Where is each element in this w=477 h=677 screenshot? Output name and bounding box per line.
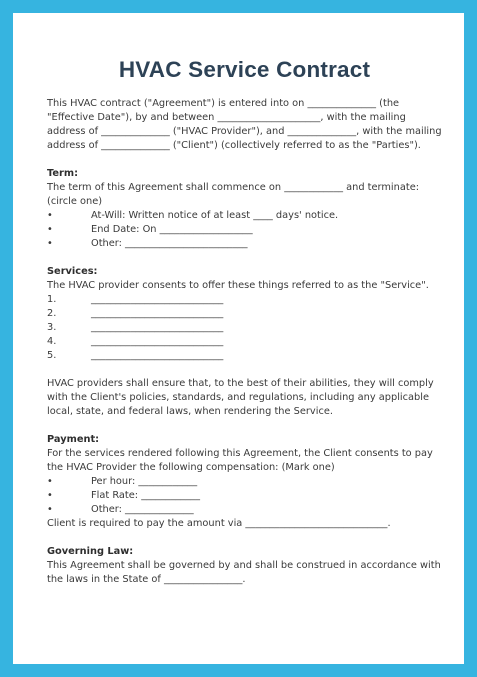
list-item: [47, 475, 446, 489]
list-item: [47, 349, 446, 363]
compliance-paragraph: HVAC providers shall ensure that, to the best of their abilities, they will comply with the Client's policies, standards, and regulations, including any applicable local, state, and federal laws, when rendering the Service.: [47, 378, 434, 417]
number-marker: 1.: [47, 294, 57, 305]
list-item: [47, 335, 446, 349]
list-item: [47, 237, 446, 251]
list-item: [47, 321, 446, 335]
governing-law-heading: Governing Law:: [47, 546, 134, 557]
list-item-text: ___________________________: [91, 308, 224, 319]
payment-text: For the services rendered following this Agreement, the Client consents to pay the HVAC Provider the following compensation: (Mark one): [47, 448, 433, 473]
bullet-marker: •: [47, 476, 53, 487]
bullet-marker: •: [47, 210, 53, 221]
payment-method-text: Client is required to pay the amount via _____________________________.: [47, 518, 391, 529]
list-item-text: ___________________________: [91, 322, 224, 333]
bullet-marker: •: [47, 490, 53, 501]
payment-heading: Payment:: [47, 434, 100, 445]
list-item-text: ___________________________: [91, 336, 224, 347]
term-options-list: [47, 209, 446, 251]
term-text: The term of this Agreement shall commence on ____________ and terminate: (circle one): [47, 182, 420, 207]
number-marker: 4.: [47, 336, 57, 347]
list-item: [47, 293, 446, 307]
contract-page: [13, 13, 464, 664]
list-item-text: Other: _________________________: [91, 238, 248, 249]
list-item: [47, 503, 446, 517]
number-marker: 3.: [47, 322, 57, 333]
list-item-text: Flat Rate: ____________: [91, 490, 200, 501]
list-item-text: Other: ______________: [91, 504, 194, 515]
services-list: [47, 293, 446, 363]
list-item-text: ___________________________: [91, 294, 224, 305]
list-item-text: ___________________________: [91, 350, 224, 361]
bullet-marker: •: [47, 224, 53, 235]
list-item: [47, 489, 446, 503]
list-item: [47, 307, 446, 321]
list-item: [47, 209, 446, 223]
payment-options-list: [47, 475, 446, 517]
bullet-marker: •: [47, 504, 53, 515]
bullet-marker: •: [47, 238, 53, 249]
list-item-text: End Date: On ___________________: [91, 224, 253, 235]
intro-paragraph: This HVAC contract ("Agreement") is entered into on ______________ (the "Effective Date"), by and between _____________________, with the mailing address of ______________ ("HVAC Provider"), and ______________, with the mailing address of ______________ ("Client") (collectively referred to as the "Parties").: [47, 98, 442, 151]
list-item-text: Per hour: ____________: [91, 476, 198, 487]
number-marker: 5.: [47, 350, 57, 361]
term-heading: Term:: [47, 168, 78, 179]
document-title: HVAC Service Contract: [118, 57, 371, 82]
governing-law-text: This Agreement shall be governed by and shall be construed in accordance with the laws in the State of ________________.: [47, 560, 441, 585]
services-text: The HVAC provider consents to offer these things referred to as the "Service".: [47, 280, 429, 291]
services-heading: Services:: [47, 266, 98, 277]
list-item: [47, 223, 446, 237]
number-marker: 2.: [47, 308, 57, 319]
list-item-text: At-Will: Written notice of at least ____ days' notice.: [91, 210, 339, 221]
